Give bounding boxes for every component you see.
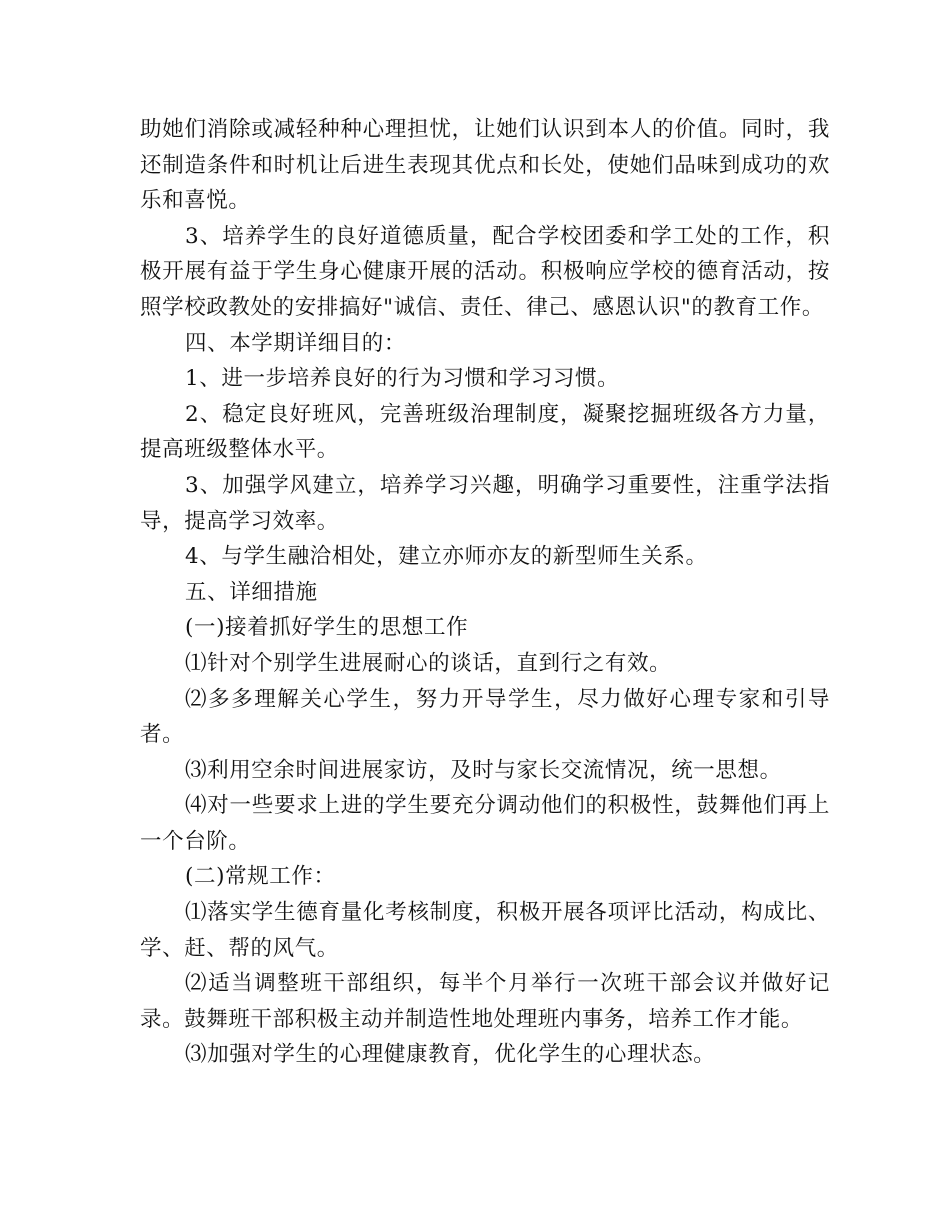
measure-item-4: ⑷对一些要求上进的学生要充分调动他们的积极性，鼓舞他们再上一个台阶。: [140, 793, 830, 854]
document-body: [140, 112, 830, 1073]
measure-item-3: ⑶利用空余时间进展家访，及时与家长交流情况，统一思想。: [185, 757, 782, 783]
paragraph-1: 助她们消除或减轻种种心理担忧，让她们认识到本人的价值。同时，我还制造条件和时机让后进生表现其优点和长处，使她们品味到成功的欢乐和喜悦。: [140, 117, 830, 214]
section-heading-goals: 四、本学期详细目的：: [185, 330, 407, 356]
goal-item-3: 3、加强学风建立，培养学习兴趣，明确学习重要性，注重学法指导，提高学习效率。: [140, 472, 830, 534]
subsection-heading-routine: (二)常规工作：: [185, 864, 336, 890]
goal-item-1: 1、进一步培养良好的行为习惯和学习习惯。: [185, 366, 620, 392]
section-heading-measures: 五、详细措施: [185, 579, 318, 605]
subsection-heading-ideology: (一)接着抓好学生的思想工作: [185, 615, 469, 641]
goal-item-2: 2、稳定良好班风，完善班级治理制度，凝聚挖掘班级各方力量，提高班级整体水平。: [140, 401, 830, 463]
paragraph-2: 3、培养学生的良好道德质量，配合学校团委和学工处的工作，积极开展有益于学生身心健康开展的活动。积极响应学校的德育活动，按照学校政教处的安排搞好"诚信、责任、律己、感恩认识"的教育工作。: [140, 223, 830, 320]
measure-item-2: ⑵多多理解关心学生，努力开导学生，尽力做好心理专家和引导者。: [140, 686, 830, 748]
goal-item-4: 4、与学生融洽相处，建立亦师亦友的新型师生关系。: [185, 544, 708, 570]
routine-item-2: ⑵适当调整班干部组织，每半个月举行一次班干部会议并做好记录。鼓舞班干部积极主动并制造性地处理班内事务，培养工作才能。: [140, 971, 830, 1032]
routine-item-3: ⑶加强对学生的心理健康教育，优化学生的心理状态。: [185, 1042, 716, 1068]
routine-item-1: ⑴落实学生德育量化考核制度，积极开展各项评比活动，构成比、学、赶、帮的风气。: [140, 900, 830, 961]
measure-item-1: ⑴针对个别学生进展耐心的谈话，直到行之有效。: [185, 650, 672, 676]
